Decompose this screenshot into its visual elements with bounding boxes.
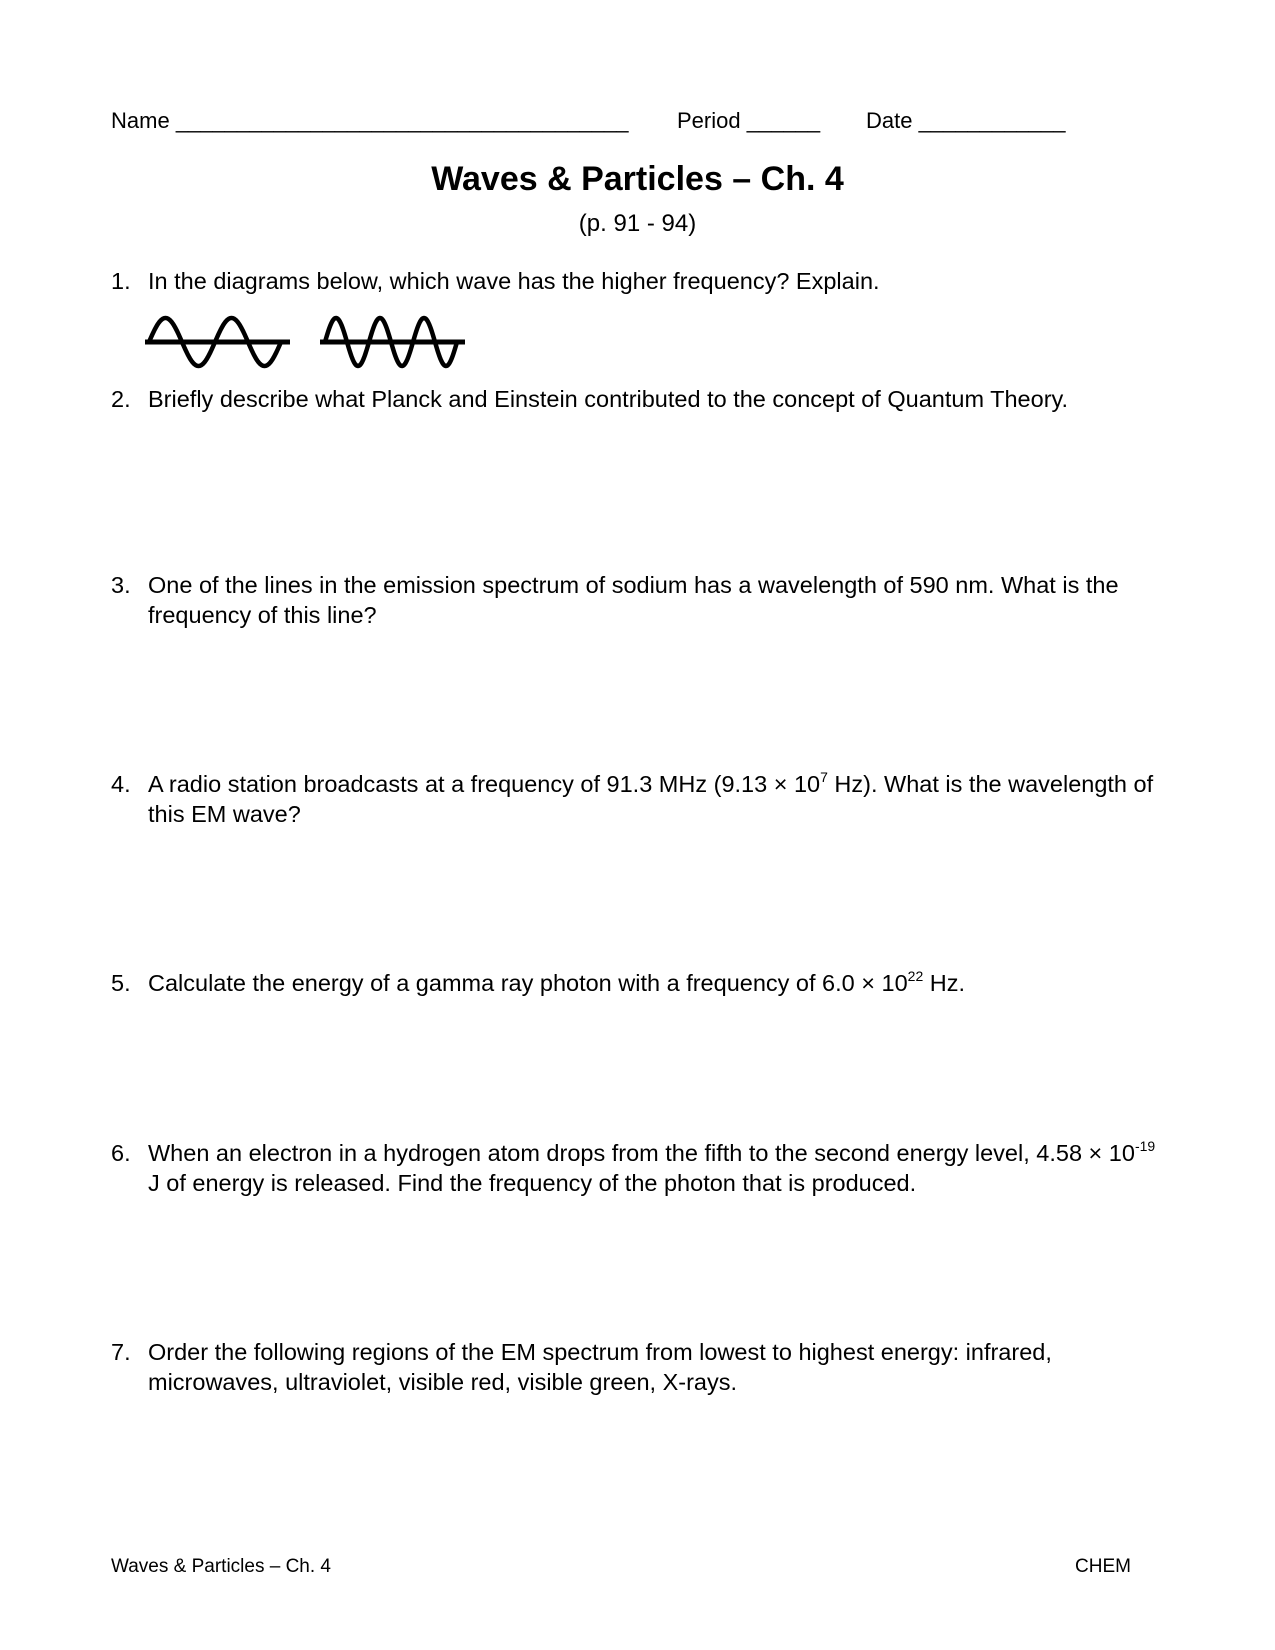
exponent: 22 — [907, 968, 924, 984]
footer-right: CHEM — [1075, 1556, 1131, 1577]
question-number: 2. — [111, 386, 131, 412]
exponent: -19 — [1134, 1138, 1156, 1154]
question-text: A radio station broadcasts at a frequency of 91.3 MHz ($9.13 \times 10^7$ Hz). What is the wavelength of this EM wave? — [148, 769, 1154, 827]
name-blank[interactable]: _____________________________________ — [175, 108, 629, 133]
question-text: Briefly describe what Planck and Einstein contributed to the concept of Quantum Theory. — [148, 386, 1069, 412]
question-number: 4. — [111, 771, 131, 797]
wave-b-curve — [325, 318, 457, 366]
question-text: One of the lines in the emission spectrum of sodium has a wavelength of 590 nm. What is the frequency of this line? — [148, 572, 1119, 628]
question-number: 3. — [111, 572, 131, 598]
worksheet-title: Waves & Particles – Ch. 4 — [431, 160, 844, 198]
period-label: Period — [677, 108, 741, 133]
name-field — [111, 108, 629, 134]
footer-left: Waves & Particles – Ch. 4 — [111, 1556, 331, 1577]
page-range: (p. 91 - 94) — [578, 210, 697, 237]
question-text: Calculate the energy of a gamma ray photon with a frequency of $6.0 \times 10^{22}$ Hz. — [148, 968, 966, 996]
date-blank[interactable]: ____________ — [918, 108, 1066, 133]
wave-a-diagram — [145, 318, 290, 366]
period-field — [677, 108, 820, 134]
period-blank[interactable]: ______ — [746, 108, 821, 133]
question-text: Order the following regions of the EM spectrum from lowest to highest energy: infrared, microwaves, ultraviolet, visible red, visible green, X-rays. — [148, 1339, 1052, 1395]
wave-diagrams — [145, 310, 475, 374]
name-label: Name — [111, 108, 170, 133]
question-number: 7. — [111, 1339, 131, 1365]
question-number: 5. — [111, 970, 131, 996]
exponent: 7 — [820, 769, 828, 785]
date-label: Date — [866, 108, 913, 133]
wave-b-diagram — [320, 318, 465, 366]
question-text: When an electron in a hydrogen atom drops from the fifth to the second energy level, $4.58 \times 10^{-19}$ J of energy is released. Find the frequency of the photon that is produced. — [148, 1138, 1156, 1196]
question-number: 1. — [111, 268, 131, 294]
question-text: In the diagrams below, which wave has the higher frequency? Explain. — [148, 268, 880, 294]
question-number: 6. — [111, 1140, 131, 1166]
date-field — [866, 108, 1065, 134]
